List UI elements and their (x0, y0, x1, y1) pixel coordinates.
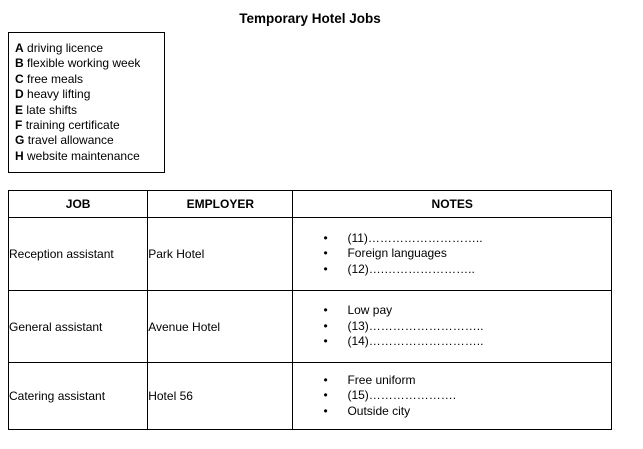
employer-cell: Hotel 56 (148, 363, 293, 430)
option-text: flexible working week (27, 56, 141, 71)
table-row (9, 291, 612, 363)
note-item: • Foreign languages (293, 246, 611, 262)
page-title: Temporary Hotel Jobs (239, 11, 381, 26)
option-letter: C (15, 71, 24, 86)
note-item: • Outside city (293, 404, 611, 420)
answer-blank: • (15)…………………. (293, 388, 611, 404)
table-row (9, 363, 612, 430)
option-item (15, 118, 162, 133)
notes-cell (293, 291, 612, 363)
job-cell: Catering assistant (9, 363, 148, 430)
notes-cell (293, 363, 612, 430)
option-letter: H (15, 148, 24, 163)
option-text: travel allowance (27, 133, 114, 148)
option-item (15, 72, 162, 87)
option-letter: A (15, 41, 24, 55)
table-header-row (9, 191, 612, 218)
option-item (15, 41, 162, 56)
option-letter: D (15, 87, 24, 102)
options-box (8, 32, 165, 173)
answer-blank: • (12)….………………….. (293, 262, 611, 278)
option-letter: F (15, 118, 23, 133)
employer-cell: Park Hotel (148, 218, 293, 291)
note-item: • Low pay (293, 303, 611, 319)
table-row (9, 218, 612, 291)
answer-blank: • (14)……………………….. (293, 334, 611, 350)
option-letter: G (15, 133, 25, 148)
option-item (15, 133, 162, 148)
job-cell: General assistant (9, 291, 148, 363)
note-item: • Free uniform (293, 373, 611, 389)
column-header-notes: NOTES (293, 191, 612, 218)
option-item (15, 149, 162, 164)
jobs-table (8, 190, 612, 430)
job-cell: Reception assistant (9, 218, 148, 291)
option-text: late shifts (26, 102, 78, 117)
notes-cell (293, 218, 612, 291)
option-text: free meals (27, 71, 84, 86)
option-text: training certificate (25, 118, 120, 133)
option-letter: B (15, 56, 24, 71)
option-text: driving licence (27, 41, 104, 55)
option-item (15, 103, 162, 118)
option-text: website maintenance (27, 148, 140, 163)
option-item (15, 56, 162, 71)
option-text: heavy lifting (27, 87, 91, 102)
answer-blank: • (11)……………………….. (293, 231, 611, 247)
option-letter: E (15, 102, 24, 117)
column-header-job: JOB (9, 191, 148, 218)
employer-cell: Avenue Hotel (148, 291, 293, 363)
column-header-employer: EMPLOYER (148, 191, 293, 218)
option-item (15, 87, 162, 102)
answer-blank: • (13)……………………….. (293, 319, 611, 335)
